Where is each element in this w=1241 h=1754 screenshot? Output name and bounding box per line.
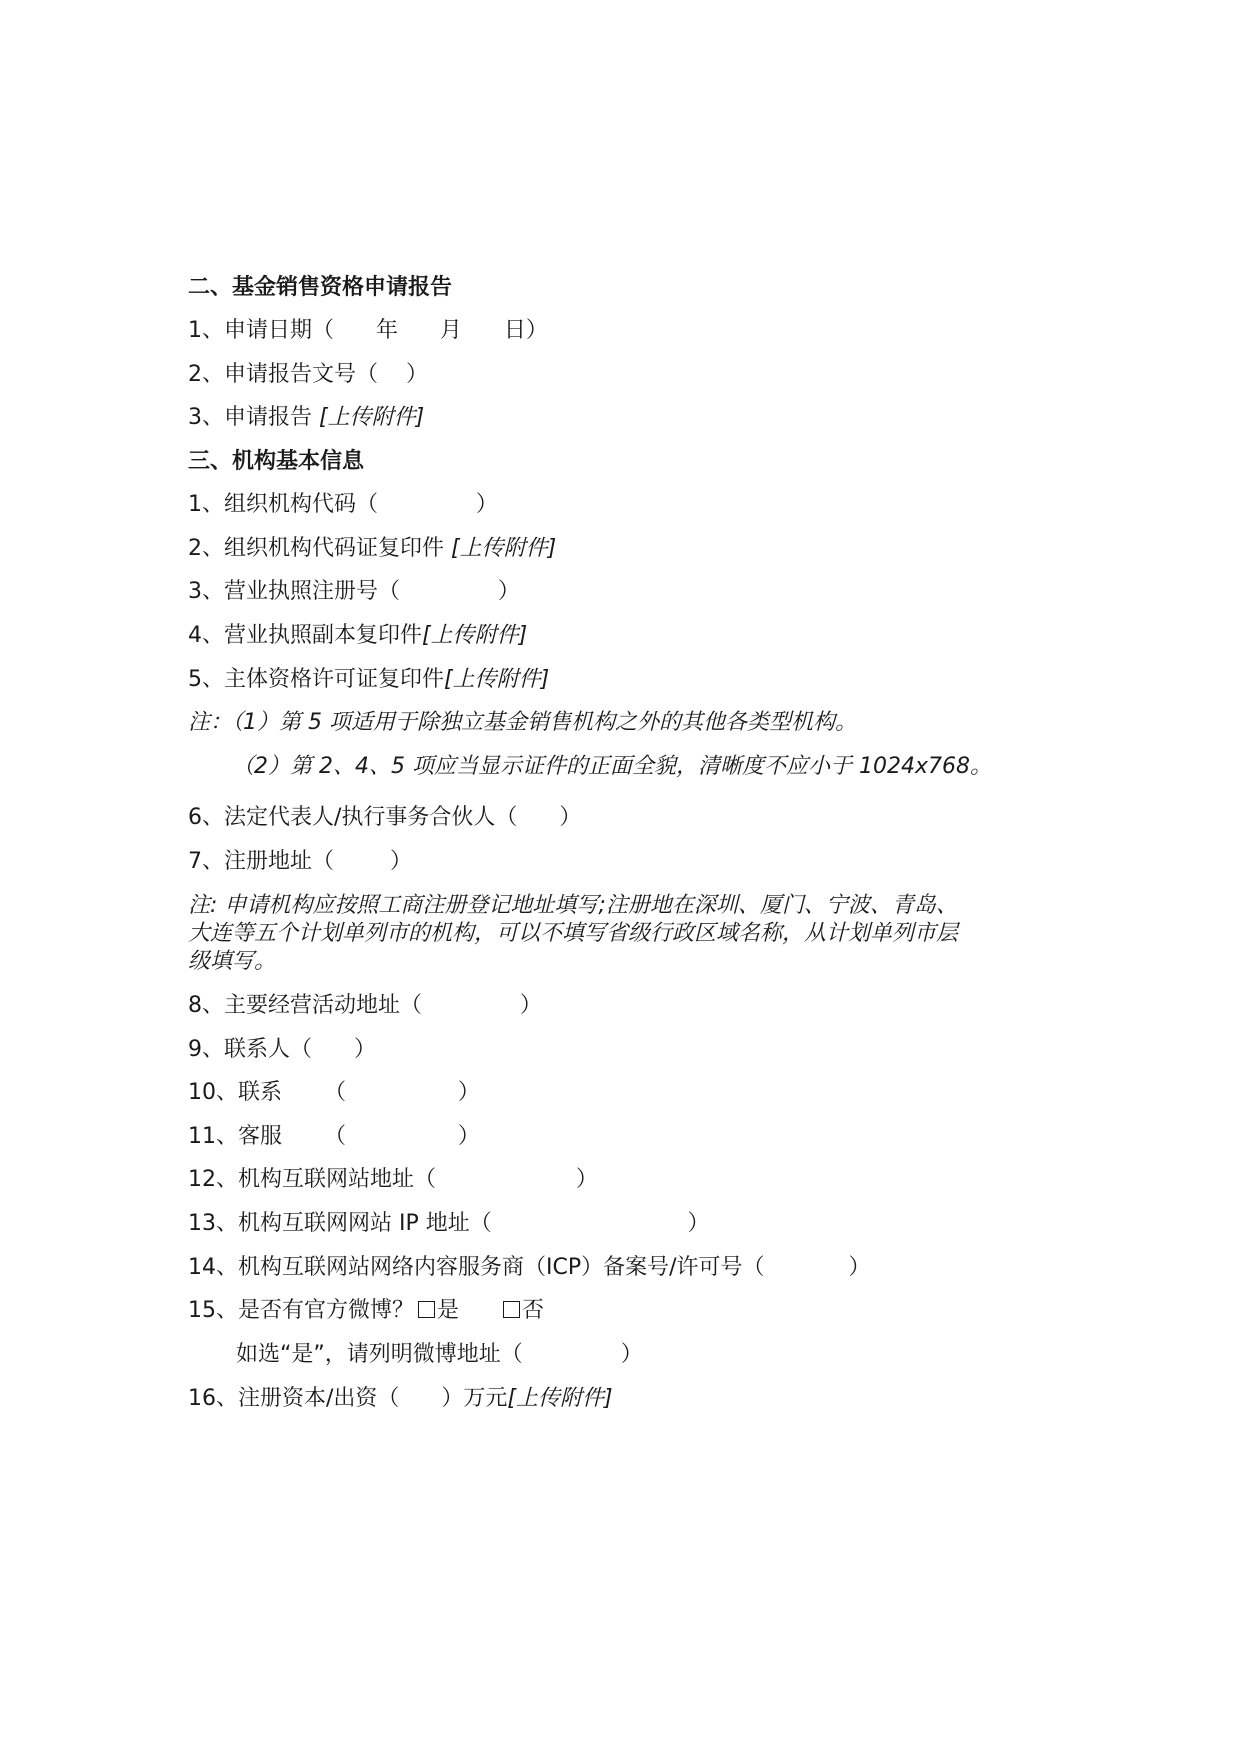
section-3-heading: 三、机构基本信息 xyxy=(188,449,365,474)
upload-attachment-link[interactable]: [上传附件] xyxy=(507,1386,613,1411)
upload-attachment-link[interactable]: [上传附件] xyxy=(319,405,425,430)
contact-person-item: 9、联系人（ ） xyxy=(188,1037,376,1062)
website-ip-item: 13、机构互联网网站 IP 地址（ ） xyxy=(188,1211,710,1236)
note-1-line-1: 注：（1）第 5 项适用于除独立基金销售机构之外的其他各类型机构。 xyxy=(188,710,857,735)
item-label: 16、注册资本/出资（ ）万元 xyxy=(188,1386,508,1411)
business-license-number-item: 3、营业执照注册号（ ） xyxy=(188,579,520,604)
application-date-item: 1、申请日期（ 年 月 日） xyxy=(188,318,548,343)
note-1-line-2: （2）第 2、4、5 项应当显示证件的正面全貌，清晰度不应小于 1024x768。 xyxy=(232,754,992,779)
note-2-line-1: 注: 申请机构应按照工商注册登记地址填写;注册地在深圳、厦门、宁波、青岛、 xyxy=(188,893,958,918)
application-report-item xyxy=(188,403,424,433)
yes-label: 是 xyxy=(437,1298,460,1323)
registered-address-item: 7、注册地址（ ） xyxy=(188,849,412,874)
item-label: 4、营业执照副本复印件 xyxy=(188,623,422,648)
note-2-line-2: 大连等五个计划单列市的机构，可以不填写省级行政区域名称，从计划单列市层 xyxy=(188,921,959,946)
official-weibo-item xyxy=(188,1296,544,1326)
no-checkbox[interactable] xyxy=(503,1301,520,1318)
upload-attachment-link[interactable]: [上传附件] xyxy=(422,623,528,648)
contact-item: 10、联系 （ ） xyxy=(188,1080,480,1105)
no-label: 否 xyxy=(522,1298,545,1323)
customer-service-item: 11、客服 （ ） xyxy=(188,1124,480,1149)
report-number-item: 2、申请报告文号（ ） xyxy=(188,362,428,387)
item-label: 3、申请报告 xyxy=(188,405,319,430)
business-address-item: 8、主要经营活动地址（ ） xyxy=(188,993,542,1018)
item-label: 5、主体资格许可证复印件 xyxy=(188,667,444,692)
section-2-heading: 二、基金销售资格申请报告 xyxy=(188,275,453,300)
qualification-license-copy-item xyxy=(188,665,549,695)
upload-attachment-link[interactable]: [上传附件] xyxy=(451,536,557,561)
icp-number-item: 14、机构互联网站网络内容服务商（ICP）备案号/许可号（ ） xyxy=(188,1255,871,1280)
org-code-copy-item xyxy=(188,534,556,564)
legal-representative-item: 6、法定代表人/执行事务合伙人（ ） xyxy=(188,805,582,830)
website-address-item: 12、机构互联网站地址（ ） xyxy=(188,1167,598,1192)
business-license-copy-item xyxy=(188,621,527,651)
yes-checkbox[interactable] xyxy=(418,1301,435,1318)
upload-attachment-link[interactable]: [上传附件] xyxy=(444,667,550,692)
weibo-address-item: 如选“是”，请列明微博地址（ ） xyxy=(236,1342,643,1367)
item-label: 2、组织机构代码证复印件 xyxy=(188,536,451,561)
item-label: 15、是否有官方微博？ xyxy=(188,1298,414,1323)
note-2-line-3: 级填写。 xyxy=(188,949,277,974)
org-code-item: 1、组织机构代码（ ） xyxy=(188,492,498,517)
registered-capital-item xyxy=(188,1384,613,1414)
